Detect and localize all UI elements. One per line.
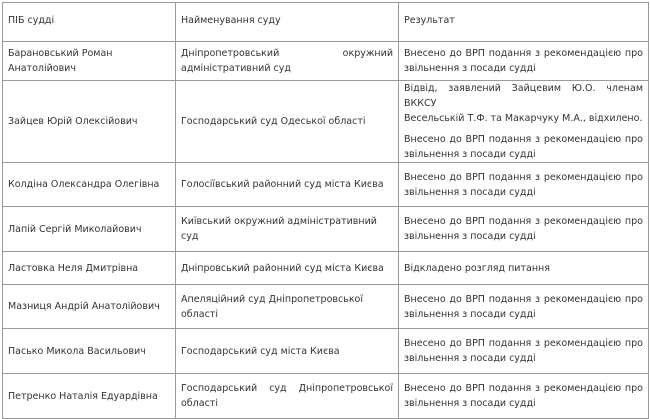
- court-name: [176, 42, 399, 81]
- result: [399, 42, 649, 81]
- court-name-line: Дніпропетровський окружний: [181, 48, 393, 59]
- result-line: Внесено до ВРП подання з рекомендацією про: [404, 171, 643, 183]
- result: [399, 329, 649, 374]
- judge-name: Петренко Наталія Едуардівна: [3, 374, 176, 419]
- court-name: Київський окружний адміністративний суд: [176, 207, 399, 252]
- court-name-line: адміністративний суд: [181, 63, 291, 74]
- result-line: звільнення з посади судді: [404, 353, 536, 364]
- court-name-line: Господарський суд Дніпропетровської: [181, 383, 393, 394]
- result: [399, 207, 649, 252]
- result: [399, 285, 649, 329]
- court-name: Господарський суд Одеської області: [176, 81, 399, 163]
- judge-name: Мазниця Андрій Анатолійович: [3, 285, 176, 329]
- table-row: [3, 374, 649, 419]
- result-line: Відвід, заявлений Зайцевим Ю.О. членам ВККСУ: [404, 83, 643, 109]
- table-row: [3, 207, 649, 252]
- result-line: звільнення з посади судді: [404, 63, 536, 74]
- judge-name: Колдіна Олександра Олегівна: [3, 163, 176, 207]
- result: [399, 81, 649, 163]
- result-line: звільнення з посади судді: [404, 186, 536, 198]
- result-line: Внесено до ВРП подання з рекомендацією про: [404, 216, 643, 227]
- result-line: звільнення з посади судді: [404, 149, 536, 160]
- header-name: ПІБ судді: [3, 3, 176, 42]
- judge-name: Ластовка Неля Дмитрівна: [3, 252, 176, 285]
- result-line: Внесено до ВРП подання з рекомендацією про: [404, 48, 643, 59]
- result-line: Внесено до ВРП подання з рекомендацією про: [404, 293, 643, 305]
- result: [399, 374, 649, 419]
- table-row: [3, 42, 649, 81]
- table-row: [3, 329, 649, 374]
- court-name: [176, 374, 399, 419]
- result-line: Весельській Т.Ф. та Макарчуку М.А., відхилено.: [404, 113, 643, 124]
- result: Відкладено розгляд питання: [399, 252, 649, 285]
- result-line: звільнення з посади судді: [404, 308, 536, 320]
- table-row: [3, 81, 649, 163]
- result: [399, 163, 649, 207]
- judge-name: Барановський Роман Анатолійович: [3, 42, 176, 81]
- judges-table: [2, 2, 649, 419]
- table-row: [3, 285, 649, 329]
- result-line: Внесено до ВРП подання з рекомендацією про: [404, 134, 643, 145]
- result-line: Внесено до ВРП подання з рекомендацією про: [404, 338, 643, 349]
- court-name: Голосіївський районний суд міста Києва: [176, 163, 399, 207]
- result-line: Внесено до ВРП подання з рекомендацією про: [404, 383, 643, 394]
- result-line: звільнення з посади судді: [404, 231, 536, 242]
- result-line: звільнення з посади судді: [404, 398, 536, 409]
- court-name: Апеляційний суд Дніпропетровської області: [176, 285, 399, 329]
- header-court: Найменування суду: [176, 3, 399, 42]
- table-row: [3, 163, 649, 207]
- table-header-row: [3, 3, 649, 42]
- court-name: Господарський суд міста Києва: [176, 329, 399, 374]
- court-name-line: області: [181, 398, 218, 409]
- header-result: Результат: [399, 3, 649, 42]
- judge-name: Лапій Сергій Миколайович: [3, 207, 176, 252]
- court-name: Дніпровський районний суд міста Києва: [176, 252, 399, 285]
- judge-name: Зайцев Юрій Олексійович: [3, 81, 176, 163]
- table-row: [3, 252, 649, 285]
- judge-name: Пасько Микола Васильович: [3, 329, 176, 374]
